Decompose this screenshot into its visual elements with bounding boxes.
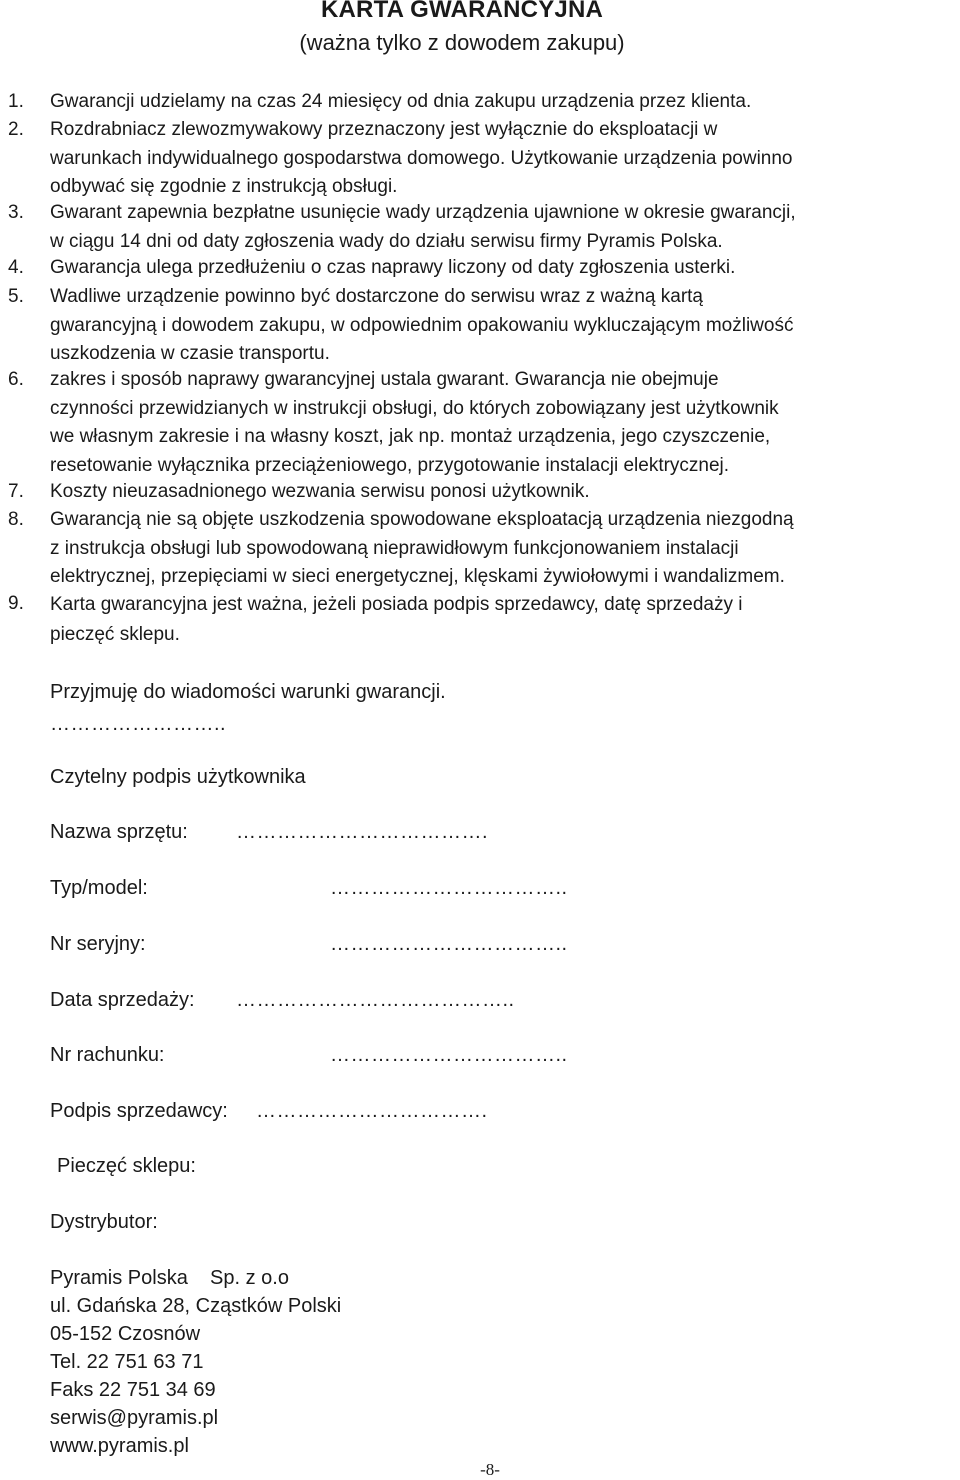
distributor-label: Dystrybutor:	[50, 1211, 158, 1233]
signature-dots: ……………………..	[50, 713, 227, 735]
distributor-phone: Tel. 22 751 63 71	[50, 1351, 204, 1373]
condition-line: elektrycznej, przepięciami w sieci energetycznej, klęskami żywiołowymi i wandalizmem.	[50, 566, 785, 587]
condition-number: 7.	[8, 481, 24, 502]
condition-line: pieczęć sklepu.	[50, 624, 180, 645]
sale-date-label: Data sprzedaży:	[50, 989, 195, 1011]
condition-number: 3.	[8, 202, 24, 223]
condition-line: Wadliwe urządzenie powinno być dostarczone do serwisu wraz z ważną kartą	[50, 286, 703, 307]
condition-line: czynności przewidzianych w instrukcji obsługi, do których zobowiązany jest użytkownik	[50, 397, 779, 419]
condition-text	[50, 506, 958, 592]
condition-line: Gwarancji udzielamy na czas 24 miesięcy od dnia zakupu urządzenia przez klienta.	[50, 91, 752, 112]
condition-line: Gwarancja ulega przedłużeniu o czas naprawy liczony od daty zgłoszenia usterki.	[50, 257, 736, 278]
page-subtitle: (ważna tylko z dowodem zakupu)	[299, 30, 625, 55]
condition-line: gwarancyjną i dowodem zakupu, w odpowiednim opakowaniu wykluczającym możliwość	[50, 314, 794, 336]
signature-label: Czytelny podpis użytkownika	[50, 766, 306, 788]
type-model-label: Typ/model:	[50, 877, 148, 899]
page-title: KARTA GWARANCYJNA	[320, 0, 604, 23]
condition-line: Karta gwarancyjna jest ważna, jeżeli posiada podpis sprzedawcy, datę sprzedaży i	[50, 594, 743, 615]
condition-line: odbywać się zgodnie z instrukcją obsługi.	[50, 176, 398, 197]
distributor-email: serwis@pyramis.pl	[50, 1407, 219, 1429]
serial-number-label: Nr seryjny:	[50, 933, 146, 955]
seller-signature-field: …………………………….	[256, 1100, 488, 1122]
invoice-number-field: ……………………………..	[330, 1044, 568, 1066]
condition-line: zakres i sposób naprawy gwarancyjnej ustala gwarant. Gwarancja nie obejmuje	[50, 369, 719, 390]
condition-number: 5.	[8, 286, 24, 307]
condition-number: 1.	[8, 91, 24, 112]
condition-text	[50, 590, 958, 650]
condition-text	[50, 199, 958, 256]
condition-text	[50, 88, 958, 117]
seller-signature-label: Podpis sprzedawcy:	[50, 1100, 228, 1122]
distributor-street: ul. Gdańska 28, Cząstków Polski	[50, 1295, 342, 1317]
condition-line: warunkach indywidualnego gospodarstwa domowego. Użytkowanie urządzenia powinno	[50, 147, 793, 169]
equipment-name-field: ……………………………….	[236, 821, 489, 843]
condition-number: 2.	[8, 119, 24, 140]
condition-text	[50, 366, 958, 480]
condition-line: Koszty nieuzasadnionego wezwania serwisu ponosi użytkownik.	[50, 481, 590, 502]
condition-number: 9.	[8, 593, 24, 614]
condition-line: we własnym zakresie i na własny koszt, jak np. montaż urządzenia, jego czyszczenie,	[50, 426, 771, 447]
condition-number: 6.	[8, 369, 24, 390]
shop-stamp-label: Pieczęć sklepu:	[57, 1155, 196, 1177]
condition-line: Gwarancją nie są objęte uszkodzenia spowodowane eksploatacją urządzenia niezgodną	[50, 509, 794, 530]
condition-line: w ciągu 14 dni od daty zgłoszenia wady do działu serwisu firmy Pyramis Polska.	[50, 230, 723, 252]
condition-line: Gwarant zapewnia bezpłatne usunięcie wady urządzenia ujawnione w okresie gwarancji,	[50, 202, 796, 223]
sale-date-field: …………………………………..	[236, 989, 515, 1011]
condition-text	[50, 478, 958, 507]
page-number: -8-	[480, 1460, 500, 1479]
condition-text	[50, 254, 958, 283]
condition-text	[50, 283, 958, 369]
condition-line: Rozdrabniacz zlewozmywakowy przeznaczony jest wyłącznie do eksploatacji w	[50, 119, 718, 140]
serial-number-field: ……………………………..	[330, 933, 568, 955]
type-model-field: ……………………………..	[330, 877, 568, 899]
condition-number: 8.	[8, 509, 24, 530]
equipment-name-label: Nazwa sprzętu:	[50, 821, 188, 843]
condition-number: 4.	[8, 257, 24, 278]
condition-line: z instrukcja obsługi lub spowodowaną nieprawidłowym funkcjonowaniem instalacji	[50, 537, 739, 559]
distributor-postcode: 05-152 Czosnów	[50, 1323, 201, 1345]
distributor-company: Pyramis Polska Sp. z o.o	[50, 1267, 289, 1289]
distributor-website: www.pyramis.pl	[50, 1435, 189, 1457]
invoice-number-label: Nr rachunku:	[50, 1044, 165, 1066]
condition-line: resetowanie wyłącznika przeciążeniowego, przygotowanie instalacji elektrycznej.	[50, 454, 730, 476]
distributor-fax: Faks 22 751 34 69	[50, 1379, 216, 1401]
condition-text	[50, 116, 958, 202]
condition-line: uszkodzenia w czasie transportu.	[50, 343, 330, 364]
acknowledgement-text: Przyjmuję do wiadomości warunki gwarancji.	[50, 681, 446, 703]
